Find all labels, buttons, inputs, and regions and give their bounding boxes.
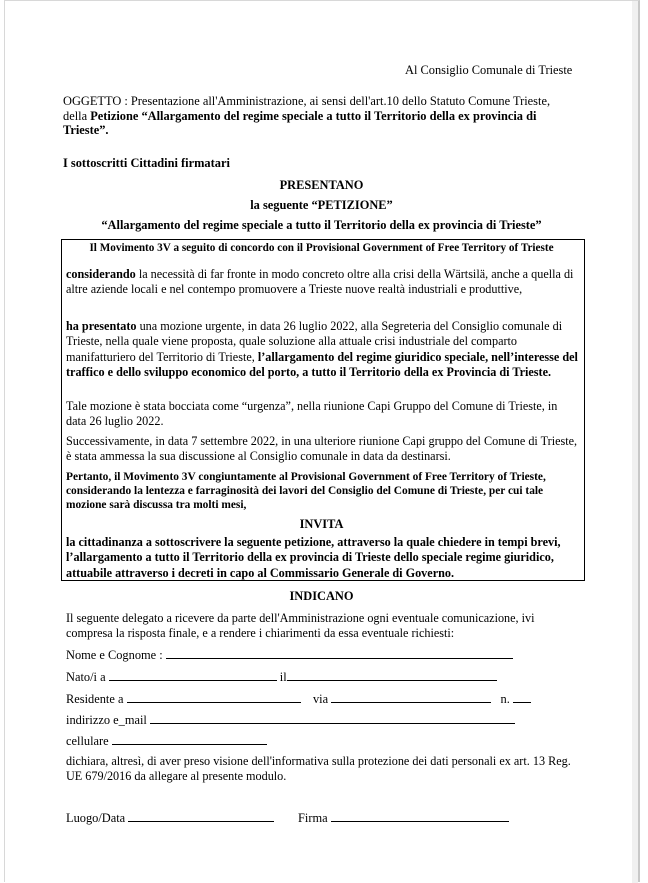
petition-title: “Allargamento del regime speciale a tutto il Territorio della ex provincia di Trieste” [101, 218, 542, 232]
nato-input-line[interactable] [109, 669, 277, 681]
firma-input-line[interactable] [331, 810, 509, 822]
addressee: Al Consiglio Comunale di Trieste [405, 63, 573, 77]
oggetto-line2: della Petizione “Allargamento del regime speciale a tutto il Territorio della ex provincia di [63, 109, 537, 123]
field-row-nato: Nato/i a il [66, 669, 497, 685]
luogo-data-input-line[interactable] [128, 810, 274, 822]
paragraph-successivamente: Successivamente, in data 7 settembre 2022, in una ulteriore riunione Capi gruppo del Comune di Trieste, è stata ammessa la sua discussione al Consiglio comunale in data da destinarsi. [66, 434, 578, 464]
oggetto-line1: OGGETTO : Presentazione all'Amministrazione, ai sensi dell'art.10 dello Statuto Comune Trieste, [63, 94, 551, 108]
paragraph-ha-presentato: ha presentato una mozione urgente, in data 26 luglio 2022, alla Segreteria del Consiglio comunale di Trieste, nella quale viene proposta, quale soluzione alla attuale crisi industriale del comparto manifatturiero del Territorio di Trieste, l’allargamento del regime giuridico speciale, nell’interesse del traffico e dello sviluppo economico del porto, a tutto il Territorio della ex Provincia di Trieste. [66, 319, 578, 380]
field-row-residente: Residente a via n. [66, 691, 531, 707]
box-header: Il Movimento 3V a seguito di concordo con il Provisional Government of Free Territory of Trieste [89, 242, 554, 254]
field-row-nome: Nome e Cognome : [66, 647, 513, 663]
paragraph-considerando: considerando la necessità di far fronte in modo concreto oltre alla crisi della Wärtsilä, anche a quella di altre aziende locali e nel contempo promuovere a Trieste nuove realtà industriali e produttive, [66, 267, 574, 297]
data-nascita-input-line[interactable] [287, 669, 497, 681]
nome-input-line[interactable] [166, 647, 513, 659]
seguente-petizione: la seguente “PETIZIONE” [250, 198, 393, 212]
document-page [4, 0, 640, 882]
numero-input-line[interactable] [513, 691, 531, 703]
presentano-heading: PRESENTANO [279, 178, 364, 192]
paragraph-cittadinanza: la cittadinanza a sottoscrivere la seguente petizione, attraverso la quale chiedere in tempi brevi, l’allargamento a tutto il Territorio della ex provincia di Trieste dello speciale regime giuridico, attuabile attraverso i decreti in capo al Commissario Generale di Governo. [66, 535, 561, 580]
via-input-line[interactable] [331, 691, 491, 703]
field-row-cellulare: cellulare [66, 733, 267, 749]
residente-input-line[interactable] [127, 691, 301, 703]
paragraph-dichiara: dichiara, altresì, di aver preso visione dell'informativa sulla protezione dei dati personali ex art. 13 Reg. UE 679/2016 da allegare al presente modulo. [66, 754, 571, 784]
invita-heading: INVITA [299, 517, 344, 531]
sottoscritti: I sottoscritti Cittadini firmatari [63, 156, 230, 170]
paragraph-pertanto: Pertanto, il Movimento 3V congiuntamente al Provisional Government of Free Territory of Trieste, considerando la lentezza e farraginosità dei lavori del Consiglio del Comune di Trieste, per cui tale mozione sarà discussa tra molti mesi, [66, 471, 546, 512]
page-edge [632, 1, 638, 883]
paragraph-bocciata: Tale mozione è stata bocciata come “urgenza”, nella riunione Capi Gruppo del Comune di Trieste, in data 26 luglio 2022. [66, 399, 558, 429]
field-row-firma: Firma [298, 810, 509, 826]
oggetto-line3: Trieste”. [63, 123, 109, 137]
paragraph-delegato: Il seguente delegato a ricevere da parte dell'Amministrazione ogni eventuale comunicazione, ivi compresa la risposta finale, e a rendere i chiarimenti da essa eventuale richiesti: [66, 611, 535, 641]
field-row-luogo-data: Luogo/Data [66, 810, 274, 826]
cellulare-input-line[interactable] [112, 733, 267, 745]
field-row-email: indirizzo e_mail [66, 712, 515, 728]
email-input-line[interactable] [150, 712, 515, 724]
indicano-heading: INDICANO [289, 589, 354, 603]
